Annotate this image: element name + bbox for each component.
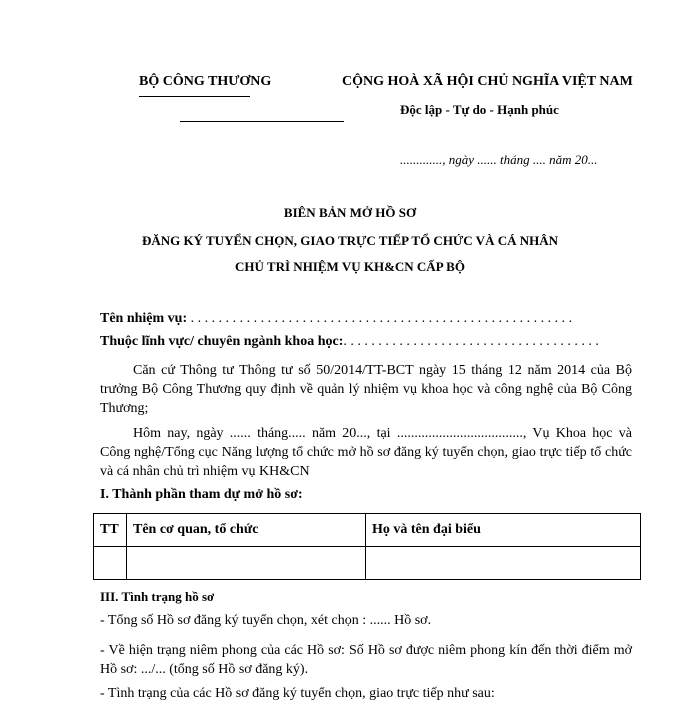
header-organization: Tên cơ quan, tổ chức [127,514,366,547]
header-representative: Họ và tên đại biểu [366,514,641,547]
attendees-table [93,513,641,580]
table-cell [94,547,127,580]
document-subtitle-2: CHỦ TRÌ NHIỆM VỤ KH&CN CẤP BỘ [235,259,465,274]
table-cell [366,547,641,580]
section-3-heading: III. Tình trạng hồ sơ [100,589,215,604]
header-tt: TT [94,514,127,547]
science-field [100,334,599,350]
table-row [94,547,641,580]
document-subtitle-1: ĐĂNG KÝ TUYỂN CHỌN, GIAO TRỰC TIẾP TỔ CHỨC VÀ CÁ NHÂN [141,233,559,248]
document-title: BIÊN BẢN MỞ HỒ SƠ [283,205,417,220]
science-field-dots: . . . . . . . . . . . . . . . . . . . . . . . . . . . . . . . . . . . . . [343,334,599,349]
legal-basis-paragraph: Căn cứ Thông tư Thông tư số 50/2014/TT-BCT ngày 15 tháng 12 năm 2014 của Bộ trưởng Bộ Công Thương quy định về quản lý nhiệm vụ khoa học và công nghệ của Bộ Công Thương; [100,363,632,416]
table-header-row [94,514,641,547]
table-cell [127,547,366,580]
task-name-dots: . . . . . . . . . . . . . . . . . . . . . . . . . . . . . . . . . . . . . . . . . . . . . . . . . . . . . . . [187,311,573,326]
science-field-label: Thuộc lĩnh vực/ chuyên ngành khoa học: [100,334,344,349]
task-name-label: Tên nhiệm vụ: [100,311,188,326]
status-item-total: - Tổng số Hồ sơ đăng ký tuyển chọn, xét chọn : ...... Hồ sơ. [100,613,432,628]
task-name-field [100,311,572,327]
meeting-paragraph: Hôm nay, ngày ...... tháng..... năm 20..., tại ...................................., Vụ Khoa học và Công nghệ/Tổng cục Năng lượng tổ chức mở hồ sơ đăng ký tuyển chọn, giao trực tiếp tổ chức và cá nhân chủ trì nhiệm vụ KH&CN [100,426,632,479]
status-item-seal: - Về hiện trạng niêm phong của các Hồ sơ: Số Hồ sơ được niêm phong kín đến thời điểm mở Hồ sơ: .../... (tổng số Hồ sơ đăng ký). [100,643,632,677]
ministry-underline [139,96,250,97]
nation-name: CỘNG HOÀ XÃ HỘI CHỦ NGHĨA VIỆT NAM [342,74,633,89]
nation-motto: Độc lập - Tự do - Hạnh phúc [400,102,559,117]
status-item-condition: - Tình trạng của các Hồ sơ đăng ký tuyển chọn, giao trực tiếp như sau: [100,686,495,701]
ministry-name: BỘ CÔNG THƯƠNG [139,74,272,89]
date-line: ............., ngày ...... tháng .... năm 20... [400,152,598,167]
ministry-rule [180,121,344,122]
section-1-heading: I. Thành phần tham dự mở hồ sơ: [100,487,303,502]
